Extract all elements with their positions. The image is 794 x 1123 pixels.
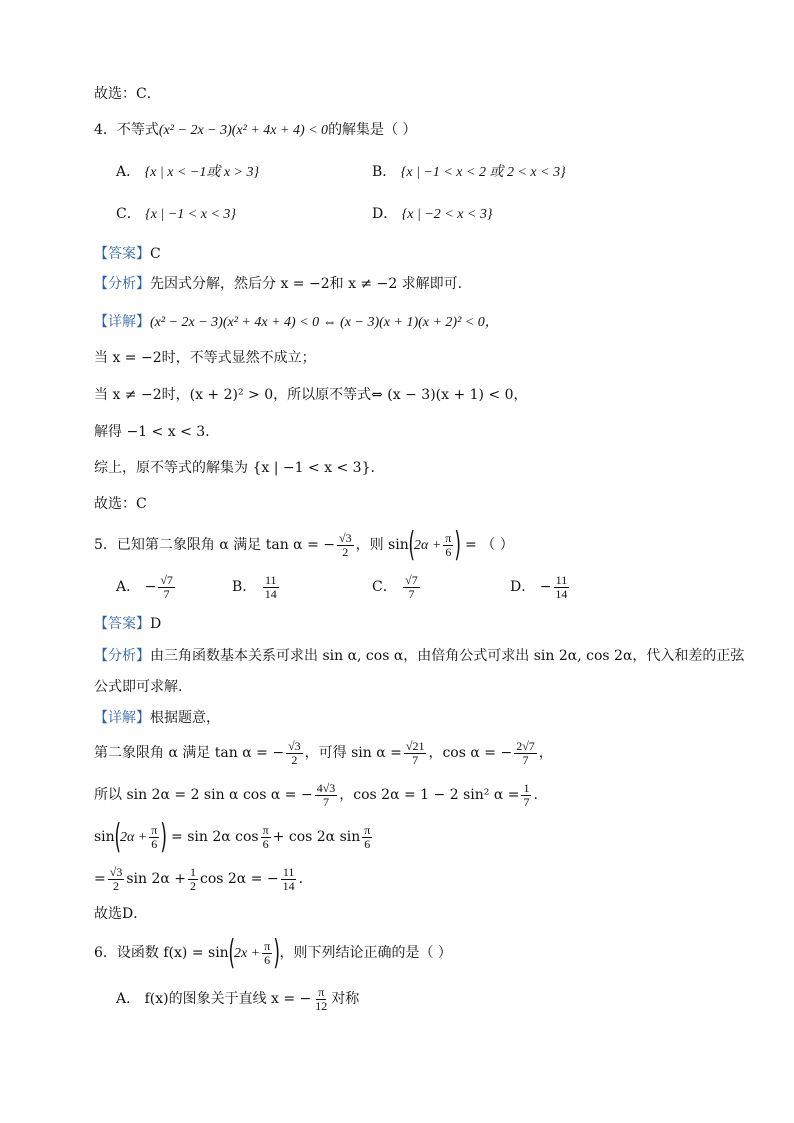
question-number: 4．	[94, 122, 117, 138]
solution-line: 综上，原不等式的解集为 {x | −1 < x < 3}.	[94, 460, 375, 476]
option-c: C． $\frac{√7}{7}$	[372, 572, 418, 601]
analysis-tag: 【分析】	[94, 648, 150, 664]
answer-row: 【答案】D	[94, 616, 162, 632]
solution-line: 当 x ≠ −2时，(x + 2)² > 0，所以原不等式⇔ (x − 3)(x + 1) < 0，	[94, 387, 528, 403]
analysis-row: 【分析】先因式分解，然后分 x = −2和 x ≠ −2 求解即可.	[94, 276, 463, 292]
analysis-row: 【分析】由三角函数基本关系可求出 sin α, cos α，由倍角公式可求出 sin 2α, cos 2α，代入和差的正弦	[94, 648, 745, 664]
option-a: A． f(x)的图象关于直线 x = − $\frac{\pi}{12}$ 对称	[116, 984, 360, 1013]
answer-row: 【答案】C	[94, 246, 161, 262]
choice-line: 故选D．	[94, 906, 148, 922]
option-b: B． $\frac{11}{14}$	[232, 572, 277, 601]
question-number: 5．	[94, 537, 117, 553]
question-number: 6．	[94, 945, 117, 961]
detail-tag: 【详解】	[94, 314, 150, 330]
detail-tag: 【详解】	[94, 710, 150, 726]
detail-row: 【详解】根据题意，	[94, 710, 220, 726]
option-a: A． {x | x < −1或 x > 3}	[116, 164, 260, 180]
solution-line: sin(2α + $\frac{\pi}{6}$ ) = sin 2α cos $\frac{\pi}{6}$ + cos 2α sin $\frac{\pi}{6}$	[94, 817, 371, 857]
analysis-tag: 【分析】	[94, 276, 150, 292]
option-a: A． − $\frac{√7}{7}$	[116, 572, 173, 601]
answer-tag: 【答案】	[94, 246, 150, 262]
solution-line: 第二象限角 α 满足 tan α = − $\frac{√3}{2}$ ，可得 sin α = $\frac{√21}{7}$ ，cos α = − $\frac{2√7}{7}$ ，	[94, 738, 553, 767]
solution-line: 解得 −1 < x < 3.	[94, 424, 210, 440]
option-d: D． {x | −2 < x < 3}	[372, 206, 493, 222]
question-6-stem: 6．设函数 f(x) = sin(2x + $\frac{\pi}{6}$ )，则下列结论正确的是（ ）	[94, 933, 452, 973]
detail-row: 【详解】(x² − 2x − 3)(x² + 4x + 4) < 0 ⇔ (x − 3)(x + 1)(x + 2)² < 0，	[94, 314, 499, 330]
fraction: $\frac{\pi}{6}$	[445, 530, 452, 559]
solution-line: 当 x = −2时，不等式显然不成立；	[94, 350, 316, 366]
option-d: D． − $\frac{11}{14}$	[510, 572, 568, 601]
option-b: B． {x | −1 < x < 2 或 2 < x < 3}	[372, 164, 566, 180]
answer-line: 故选：C．	[94, 86, 161, 102]
answer-tag: 【答案】	[94, 616, 150, 632]
analysis-continued: 公式即可求解.	[94, 679, 183, 695]
fraction: $\frac{√3}{2}$	[338, 530, 352, 559]
question-5-stem: 5．已知第二象限角 α 满足 tan α = − $\frac{√3}{2}$ ，则 sin(2α + $\frac{\pi}{6}$ ) = （ ）	[94, 525, 514, 565]
solution-line: 所以 sin 2α = 2 sin α cos α = − $\frac{4√3}{7}$ ，cos 2α = 1 − 2 sin² α = $\frac{1}{7}$ .	[94, 780, 538, 809]
choice-line: 故选：C	[94, 496, 147, 512]
question-4-stem: 4．不等式(x² − 2x − 3)(x² + 4x + 4) < 0的解集是（ ）	[94, 122, 417, 138]
option-c: C． {x | −1 < x < 3}	[116, 206, 236, 222]
math-expression: (x² − 2x − 3)(x² + 4x + 4) < 0	[158, 123, 329, 138]
solution-line: = $\frac{√3}{2}$ sin 2α + $\frac{1}{2}$ cos 2α = − $\frac{11}{14}$ .	[94, 864, 304, 893]
